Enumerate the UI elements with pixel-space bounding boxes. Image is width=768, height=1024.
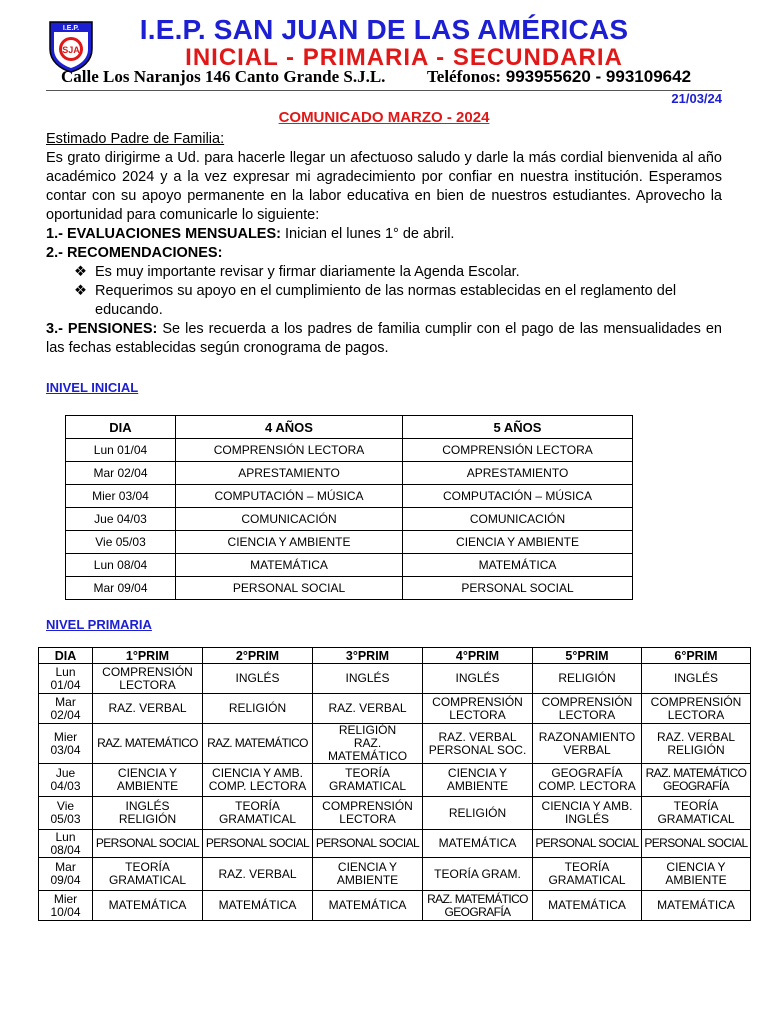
day-cell: Mier 03/04	[39, 724, 93, 764]
recommendation-text: Es muy importante revisar y firmar diariamente la Agenda Escolar.	[95, 264, 520, 280]
subject-cell: INGLÉS	[423, 664, 533, 694]
subject-cell: APRESTAMIENTO	[176, 462, 403, 485]
item-3-label: 3.- PENSIONES:	[46, 321, 158, 337]
subject-cell: RELIGIÓN RAZ. MATEMÁTICO	[313, 724, 423, 764]
subject-cell: INGLÉS	[642, 664, 751, 694]
day-cell: Mar 09/04	[66, 577, 176, 600]
column-header: DIA	[66, 416, 176, 439]
subject-cell: CIENCIA Y AMBIENTE	[313, 858, 423, 891]
column-header: 4 AÑOS	[176, 416, 403, 439]
subject-cell: PERSONAL SOCIAL	[403, 577, 633, 600]
subject-cell: RAZONAMIENTO VERBAL	[533, 724, 642, 764]
day-cell: Jue 04/03	[39, 764, 93, 797]
day-cell: Mar 02/04	[66, 462, 176, 485]
subject-cell: COMPRENSIÓN LECTORA	[403, 439, 633, 462]
subject-cell: TEORÍA GRAMATICAL	[642, 797, 751, 830]
subject-cell: COMPRENSIÓN LECTORA	[642, 694, 751, 724]
subject-cell: RELIGIÓN	[533, 664, 642, 694]
column-header: 3°PRIM	[313, 648, 423, 664]
phones-value: 993955620 - 993109642	[505, 67, 692, 86]
column-header: 5°PRIM	[533, 648, 642, 664]
subject-cell: CIENCIA Y AMBIENTE	[642, 858, 751, 891]
subject-cell: MATEMÁTICA	[93, 891, 203, 921]
subject-cell: CIENCIA Y AMBIENTE	[423, 764, 533, 797]
day-cell: Mier 03/04	[66, 485, 176, 508]
table-row	[39, 891, 751, 921]
column-header: 6°PRIM	[642, 648, 751, 664]
table-row	[66, 485, 633, 508]
item-1-label: 1.- EVALUACIONES MENSUALES:	[46, 226, 281, 242]
subject-cell: COMUNICACIÓN	[176, 508, 403, 531]
day-cell: Vie 05/03	[39, 797, 93, 830]
recommendation-item	[46, 263, 722, 282]
memo-title: COMUNICADO MARZO - 2024	[278, 109, 490, 126]
subject-cell: CIENCIA Y AMBIENTE	[93, 764, 203, 797]
subject-cell: RELIGIÓN	[203, 694, 313, 724]
inicial-schedule-table	[65, 415, 633, 600]
subject-cell: CIENCIA Y AMBIENTE	[403, 531, 633, 554]
subject-cell: PERSONAL SOCIAL	[203, 830, 313, 858]
item-1-text: Inician el lunes 1° de abril.	[280, 226, 455, 242]
subject-cell: INGLÉS RELIGIÓN	[93, 797, 203, 830]
subject-cell: PERSONAL SOCIAL	[642, 830, 751, 858]
school-phones	[427, 67, 691, 87]
subject-cell: MATEMÁTICA	[176, 554, 403, 577]
subject-cell: RAZ. VERBAL	[203, 858, 313, 891]
day-cell: Mier 10/04	[39, 891, 93, 921]
subject-cell: RAZ. VERBAL PERSONAL SOC.	[423, 724, 533, 764]
subject-cell: TEORÍA GRAMATICAL	[93, 858, 203, 891]
subject-cell: COMPUTACIÓN – MÚSICA	[403, 485, 633, 508]
table-row	[66, 554, 633, 577]
logo-top-text: I.E.P.	[62, 25, 80, 32]
subject-cell: MATEMÁTICA	[313, 891, 423, 921]
table-row	[66, 462, 633, 485]
table-header-row	[39, 648, 751, 664]
subject-cell: COMPRENSIÓN LECTORA	[423, 694, 533, 724]
subject-cell: MATEMÁTICA	[203, 891, 313, 921]
subject-cell: PERSONAL SOCIAL	[313, 830, 423, 858]
diamond-bullet-icon: ❖	[74, 264, 87, 280]
subject-cell: COMPRENSIÓN LECTORA	[533, 694, 642, 724]
subject-cell: TEORÍA GRAMATICAL	[313, 764, 423, 797]
subject-cell: INGLÉS	[203, 664, 313, 694]
subject-cell: TEORÍA GRAMATICAL	[203, 797, 313, 830]
table-row	[39, 858, 751, 891]
primaria-schedule-table	[38, 647, 751, 921]
subject-cell: RAZ. MATEMÁTICO GEOGRAFÍA	[423, 891, 533, 921]
memo-salutation: Estimado Padre de Familia:	[46, 131, 225, 147]
table-row	[39, 724, 751, 764]
day-cell: Lun 08/04	[66, 554, 176, 577]
table-row	[39, 764, 751, 797]
school-levels: INICIAL - PRIMARIA - SECUNDARIA	[185, 44, 623, 71]
subject-cell: RAZ. VERBAL RELIGIÓN	[642, 724, 751, 764]
subject-cell: MATEMÁTICA	[533, 891, 642, 921]
recommendation-item	[46, 282, 722, 320]
subject-cell: RAZ. VERBAL	[93, 694, 203, 724]
day-cell: Vie 05/03	[66, 531, 176, 554]
memo-date: 21/03/24	[671, 91, 722, 106]
recommendation-text: Requerimos su apoyo en el cumplimiento de las normas establecidas en el reglamento del educando.	[95, 283, 677, 318]
day-cell: Lun 01/04	[66, 439, 176, 462]
table-header-row	[66, 416, 633, 439]
phones-label: Teléfonos:	[427, 67, 501, 86]
subject-cell: RAZ. VERBAL	[313, 694, 423, 724]
item-2-label: 2.- RECOMENDACIONES:	[46, 245, 223, 261]
subject-cell: RAZ. MATEMÁTICO	[93, 724, 203, 764]
column-header: 4°PRIM	[423, 648, 533, 664]
subject-cell: PERSONAL SOCIAL	[93, 830, 203, 858]
subject-cell: MATEMÁTICA	[423, 830, 533, 858]
subject-cell: RELIGIÓN	[423, 797, 533, 830]
item-3-text: Se les recuerda a los padres de familia cumplir con el pago de las mensualidades en las fechas establecidas según cronograma de pagos.	[46, 321, 722, 356]
subject-cell: MATEMÁTICA	[642, 891, 751, 921]
table-row	[66, 508, 633, 531]
primaria-heading: NIVEL PRIMARIA	[46, 617, 152, 632]
table-row	[66, 531, 633, 554]
subject-cell: APRESTAMIENTO	[403, 462, 633, 485]
table-row	[39, 664, 751, 694]
column-header: 2°PRIM	[203, 648, 313, 664]
column-header: 1°PRIM	[93, 648, 203, 664]
header-divider	[46, 90, 722, 91]
day-cell: Jue 04/03	[66, 508, 176, 531]
subject-cell: COMPUTACIÓN – MÚSICA	[176, 485, 403, 508]
subject-cell: CIENCIA Y AMB. INGLÉS	[533, 797, 642, 830]
subject-cell: RAZ. MATEMÁTICO	[203, 724, 313, 764]
memo-paragraph: Es grato dirigirme a Ud. para hacerle llegar un afectuoso saludo y darle la más cordial bienvenida al año académico 2024 y a la vez expresar mi agradecimiento por confiar en nuestra institución. Esperamos contar con su apoyo permanente en la labor educativa en bien de nuestros estudiantes. Aprovecho la oportunidad para comunicarle lo siguiente:	[46, 150, 722, 223]
column-header: 5 AÑOS	[403, 416, 633, 439]
day-cell: Lun 08/04	[39, 830, 93, 858]
memo-item-2	[46, 244, 722, 263]
day-cell: Mar 02/04	[39, 694, 93, 724]
memo-item-1	[46, 225, 722, 244]
table-row	[66, 439, 633, 462]
school-name: I.E.P. SAN JUAN DE LAS AMÉRICAS	[139, 14, 629, 45]
logo-monogram: SJA	[62, 45, 80, 55]
subject-cell: CIENCIA Y AMBIENTE	[176, 531, 403, 554]
table-row	[66, 577, 633, 600]
subject-cell: COMPRENSIÓN LECTORA	[313, 797, 423, 830]
day-cell: Lun 01/04	[39, 664, 93, 694]
subject-cell: PERSONAL SOCIAL	[533, 830, 642, 858]
school-address: Calle Los Naranjos 146 Canto Grande S.J.L.	[61, 67, 386, 86]
subject-cell: PERSONAL SOCIAL	[176, 577, 403, 600]
subject-cell: COMPRENSIÓN LECTORA	[93, 664, 203, 694]
subject-cell: CIENCIA Y AMB. COMP. LECTORA	[203, 764, 313, 797]
subject-cell: COMUNICACIÓN	[403, 508, 633, 531]
day-cell: Mar 09/04	[39, 858, 93, 891]
table-row	[39, 830, 751, 858]
memo-item-3	[46, 320, 722, 358]
table-row	[39, 797, 751, 830]
subject-cell: TEORÍA GRAM.	[423, 858, 533, 891]
subject-cell: MATEMÁTICA	[403, 554, 633, 577]
subject-cell: TEORÍA GRAMATICAL	[533, 858, 642, 891]
subject-cell: RAZ. MATEMÁTICO GEOGRAFÍA	[642, 764, 751, 797]
memo-body	[46, 130, 722, 358]
table-row	[39, 694, 751, 724]
diamond-bullet-icon: ❖	[74, 283, 87, 299]
subject-cell: GEOGRAFÍA COMP. LECTORA	[533, 764, 642, 797]
subject-cell: COMPRENSIÓN LECTORA	[176, 439, 403, 462]
column-header: DIA	[39, 648, 93, 664]
subject-cell: INGLÉS	[313, 664, 423, 694]
inicial-heading: INIVEL INICIAL	[46, 380, 139, 395]
